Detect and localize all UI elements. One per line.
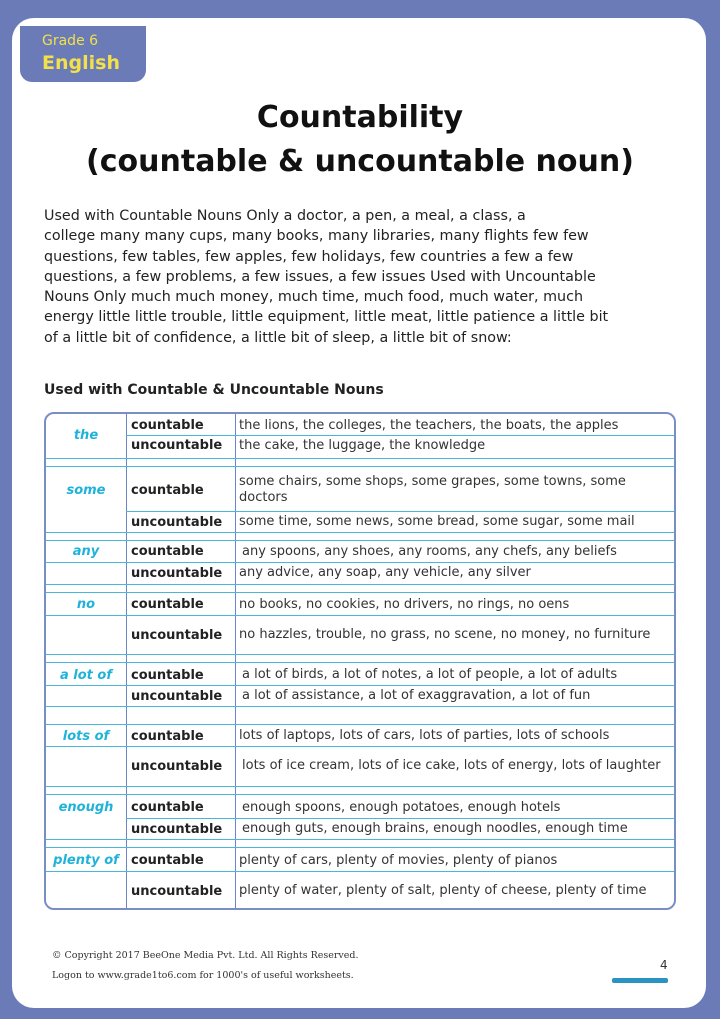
- table-group-lots-of: [46, 726, 674, 786]
- copyright-text: © Copyright 2017 BeeOne Media Pvt. Ltd. All Rights Reserved.: [52, 950, 359, 961]
- subject-label: English: [42, 52, 120, 74]
- keyword-cell: a lot of: [59, 667, 112, 683]
- type-cell: uncountable: [131, 627, 223, 643]
- title-line-2: (countable & uncountable noun): [86, 144, 634, 179]
- type-cell: uncountable: [131, 758, 223, 774]
- intro-paragraph: [44, 206, 672, 348]
- type-cell: countable: [131, 853, 204, 868]
- example-cell: a lot of assistance, a lot of exaggravation, a lot of fun: [242, 688, 591, 703]
- row-line: [46, 532, 674, 533]
- example-cell: enough guts, enough brains, enough noodles, enough time: [242, 821, 628, 836]
- type-cell: uncountable: [131, 688, 223, 704]
- example-cell: no hazzles, trouble, no grass, no scene, no money, no furniture: [239, 627, 651, 642]
- title-line-1: Countability: [256, 100, 464, 135]
- row-line: [46, 839, 674, 840]
- keyword-cell: no: [76, 597, 96, 612]
- row-line: [46, 466, 674, 467]
- intro-line: Used with Countable Nouns Only a doctor, a pen, a meal, a class, a: [44, 208, 526, 224]
- intro-line: questions, few tables, few apples, few holidays, few countries a few a few: [44, 248, 574, 265]
- table-group-the: [46, 416, 674, 454]
- row-line: [46, 847, 674, 848]
- type-cell: countable: [131, 418, 204, 433]
- keyword-cell: some: [66, 482, 106, 498]
- row-line: [46, 786, 674, 787]
- keyword-cell: enough: [58, 800, 114, 815]
- example-cell: the cake, the luggage, the knowledge: [239, 437, 486, 453]
- keyword-cell: any: [72, 544, 100, 559]
- example-cell: some chairs, some shops, some grapes, some towns, some doctors: [239, 474, 626, 505]
- type-cell: countable: [131, 728, 204, 744]
- example-cell: enough spoons, enough potatoes, enough hotels: [242, 799, 561, 815]
- table-group-a-lot-of: [46, 665, 674, 706]
- keyword-cell: lots of: [62, 728, 110, 744]
- table-group-enough: [46, 797, 674, 839]
- row-line: [46, 592, 674, 593]
- example-cell: lots of ice cream, lots of ice cake, lots of energy, lots of laughter: [242, 758, 661, 773]
- intro-line: energy little little trouble, little equipment, little meat, little patience a little bit: [44, 309, 609, 326]
- example-cell: plenty of water, plenty of salt, plenty of cheese, plenty of time: [239, 883, 647, 898]
- table-group-plenty-of: [46, 850, 674, 910]
- type-cell: uncountable: [131, 438, 223, 453]
- example-cell: the lions, the colleges, the teachers, the boats, the apples: [239, 417, 619, 433]
- website-text: Logon to www.grade1to6.com for 1000's of useful worksheets.: [52, 970, 354, 981]
- example-cell: any spoons, any shoes, any rooms, any chefs, any beliefs: [242, 543, 617, 559]
- intro-line: Nouns Only much much money, much time, much food, much water, much: [44, 289, 584, 306]
- type-cell: countable: [131, 544, 204, 559]
- footer-bar: [612, 978, 668, 983]
- type-cell: uncountable: [131, 883, 223, 899]
- example-cell: any advice, any soap, any vehicle, any silver: [239, 565, 531, 580]
- type-cell: uncountable: [131, 514, 223, 530]
- type-cell: uncountable: [131, 821, 223, 837]
- intro-line: college many many cups, many books, many libraries, many flights few few: [44, 228, 589, 245]
- section-title: Used with Countable & Uncountable Nouns: [44, 382, 384, 398]
- type-cell: uncountable: [131, 565, 223, 581]
- row-line: [46, 654, 674, 655]
- intro-line: of a little bit of confidence, a little bit of sleep, a little bit of snow:: [44, 329, 512, 346]
- keyword-cell: plenty of: [53, 853, 119, 868]
- page-title: [0, 96, 720, 184]
- type-cell: countable: [131, 597, 204, 612]
- example-cell: a lot of birds, a lot of notes, a lot of people, a lot of adults: [242, 667, 618, 682]
- table-group-some: [46, 468, 674, 532]
- type-cell: countable: [131, 800, 204, 815]
- row-line: [46, 584, 674, 585]
- row-line: [46, 706, 674, 707]
- table-group-any: [46, 541, 674, 583]
- table-group-no: [46, 594, 674, 654]
- type-cell: countable: [131, 667, 204, 683]
- noun-usage-table: [44, 412, 676, 910]
- example-cell: some time, some news, some bread, some sugar, some mail: [239, 514, 635, 529]
- page-number: 4: [660, 958, 668, 972]
- row-line: [46, 662, 674, 663]
- grade-tab: [20, 26, 146, 82]
- row-line: [46, 724, 674, 725]
- row-line: [46, 458, 674, 459]
- example-cell: lots of laptops, lots of cars, lots of parties, lots of schools: [239, 728, 610, 743]
- type-cell: countable: [131, 482, 204, 498]
- intro-line: questions, a few problems, a few issues, a few issues Used with Uncountable: [44, 268, 596, 285]
- example-cell: plenty of cars, plenty of movies, plenty of pianos: [239, 852, 558, 868]
- grade-label: Grade 6: [42, 33, 99, 49]
- row-line: [46, 794, 674, 795]
- keyword-cell: the: [73, 427, 99, 443]
- example-cell: no books, no cookies, no drivers, no rings, no oens: [239, 596, 570, 612]
